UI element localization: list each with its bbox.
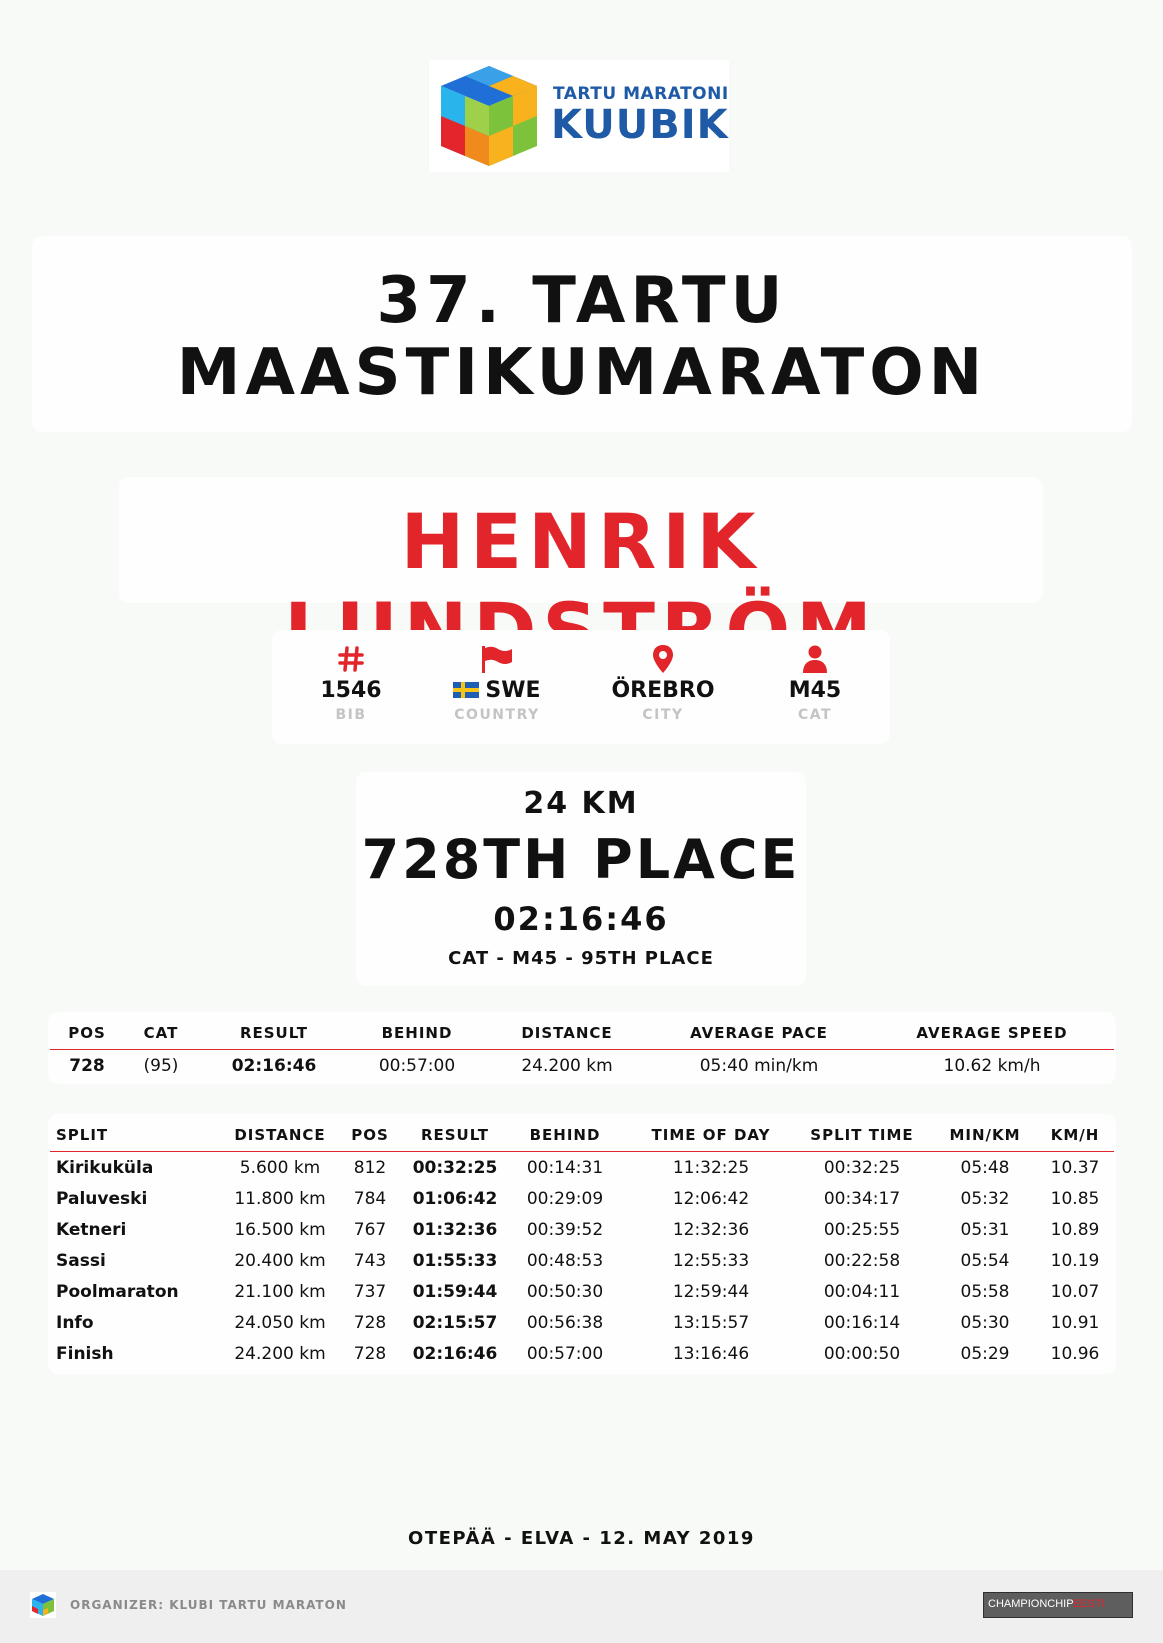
split-distance: 16.500 km <box>234 1220 326 1240</box>
split-distance: 21.100 km <box>234 1282 326 1302</box>
split-split-time: 00:32:25 <box>823 1158 901 1178</box>
event-location-date: OTEPÄÄ - ELVA - 12. MAY 2019 <box>408 1528 755 1549</box>
split-time-of-day: 12:55:33 <box>672 1251 750 1271</box>
splits-header-behind: BEHIND <box>529 1126 601 1144</box>
splits-table <box>48 1114 1116 1374</box>
category-label: CAT <box>797 707 833 723</box>
result-distance: 24 KM <box>523 786 639 821</box>
summary-header-distance: DISTANCE <box>521 1024 613 1042</box>
city-value: ÖREBRO <box>611 678 715 703</box>
country-label: COUNTRY <box>454 707 540 723</box>
result-place: 728TH PLACE <box>361 828 801 891</box>
summary-header-average-pace: AVERAGE PACE <box>690 1024 828 1042</box>
split-split-time: 00:22:58 <box>823 1251 901 1271</box>
splits-header-km-per-h: KM/H <box>1050 1126 1100 1144</box>
category-value: M45 <box>788 678 842 703</box>
event-logo <box>429 60 729 172</box>
country-value <box>432 678 562 703</box>
split-split-time: 00:04:11 <box>823 1282 901 1302</box>
splits-header-result: RESULT <box>420 1126 490 1144</box>
split-min-per-km: 05:32 <box>960 1189 1010 1209</box>
logo-text-line2: KUUBIK <box>551 102 729 148</box>
country-code: SWE <box>485 678 541 703</box>
event-title-card <box>32 236 1132 432</box>
split-min-per-km: 05:30 <box>960 1313 1010 1333</box>
city-info <box>598 644 728 723</box>
split-pos: 812 <box>353 1158 387 1178</box>
split-time-of-day: 13:15:57 <box>672 1313 750 1333</box>
footer-bar <box>0 1570 1163 1643</box>
country-info <box>432 644 562 723</box>
athlete-name-card <box>119 477 1043 603</box>
split-result: 01:59:44 <box>412 1282 498 1302</box>
split-name: Ketneri <box>56 1220 127 1240</box>
summary-average-pace: 05:40 min/km <box>699 1056 819 1076</box>
split-km-per-h: 10.91 <box>1050 1313 1100 1333</box>
summary-header-average-speed: AVERAGE SPEED <box>916 1024 1068 1042</box>
summary-header-pos: POS <box>68 1024 106 1042</box>
logo-text-line1: TARTU MARATONI <box>553 84 729 104</box>
split-distance: 20.400 km <box>234 1251 326 1271</box>
summary-distance: 24.200 km <box>521 1056 613 1076</box>
summary-divider <box>50 1049 1114 1050</box>
splits-header-split-time: SPLIT TIME <box>810 1126 914 1144</box>
splits-header-distance: DISTANCE <box>234 1126 326 1144</box>
athlete-name: HENRIK <box>400 497 762 586</box>
split-behind: 00:57:00 <box>526 1344 604 1364</box>
timing-partner-logo <box>983 1592 1133 1618</box>
flag-icon <box>432 644 562 674</box>
summary-behind: 00:57:00 <box>378 1056 456 1076</box>
city-label: CITY <box>642 707 684 723</box>
split-split-time: 00:16:14 <box>823 1313 901 1333</box>
summary-header-cat: CAT <box>143 1024 179 1042</box>
split-behind: 00:39:52 <box>526 1220 604 1240</box>
split-behind: 00:50:30 <box>526 1282 604 1302</box>
split-name: Sassi <box>56 1251 106 1271</box>
split-split-time: 00:00:50 <box>823 1344 901 1364</box>
split-time-of-day: 11:32:25 <box>672 1158 750 1178</box>
splits-header-min-per-km: MIN/KM <box>949 1126 1021 1144</box>
split-min-per-km: 05:48 <box>960 1158 1010 1178</box>
sweden-flag-icon <box>453 682 479 698</box>
organizer-text: ORGANIZER: KLUBI TARTU MARATON <box>70 1598 347 1612</box>
split-pos: 728 <box>353 1344 387 1364</box>
bib-info <box>286 644 416 723</box>
summary-cat: (95) <box>143 1056 179 1076</box>
split-result: 00:32:25 <box>412 1158 498 1178</box>
split-result: 01:32:36 <box>412 1220 498 1240</box>
hash-icon <box>286 644 416 674</box>
split-min-per-km: 05:54 <box>960 1251 1010 1271</box>
split-min-per-km: 05:29 <box>960 1344 1010 1364</box>
timing-logo-text: CHAMPIONCHIP <box>988 1598 1074 1610</box>
athlete-info-card <box>272 630 890 744</box>
summary-result: 02:16:46 <box>231 1056 317 1076</box>
split-split-time: 00:25:55 <box>823 1220 901 1240</box>
split-pos: 737 <box>353 1282 387 1302</box>
split-distance: 24.050 km <box>234 1313 326 1333</box>
summary-header-behind: BEHIND <box>381 1024 453 1042</box>
split-split-time: 00:34:17 <box>823 1189 901 1209</box>
split-km-per-h: 10.37 <box>1050 1158 1100 1178</box>
split-pos: 743 <box>353 1251 387 1271</box>
splits-header-pos: POS <box>351 1126 389 1144</box>
split-time-of-day: 12:59:44 <box>672 1282 750 1302</box>
split-behind: 00:48:53 <box>526 1251 604 1271</box>
split-behind: 00:29:09 <box>526 1189 604 1209</box>
cube-logo-icon <box>433 62 545 170</box>
summary-header-result: RESULT <box>239 1024 309 1042</box>
split-km-per-h: 10.96 <box>1050 1344 1100 1364</box>
split-behind: 00:14:31 <box>526 1158 604 1178</box>
person-icon <box>750 644 880 674</box>
event-title-line2: MAASTIKUMARATON <box>176 336 988 410</box>
split-name: Poolmaraton <box>56 1282 179 1302</box>
split-time-of-day: 13:16:46 <box>672 1344 750 1364</box>
category-info <box>750 644 880 723</box>
split-min-per-km: 05:58 <box>960 1282 1010 1302</box>
split-km-per-h: 10.19 <box>1050 1251 1100 1271</box>
split-km-per-h: 10.07 <box>1050 1282 1100 1302</box>
split-name: Paluveski <box>56 1189 148 1209</box>
summary-pos: 728 <box>69 1056 105 1076</box>
summary-average-speed: 10.62 km/h <box>943 1056 1041 1076</box>
split-distance: 11.800 km <box>234 1189 326 1209</box>
bib-value: 1546 <box>320 678 382 703</box>
split-name: Info <box>56 1313 94 1333</box>
split-name: Finish <box>56 1344 114 1364</box>
split-result: 02:16:46 <box>412 1344 498 1364</box>
split-result: 01:06:42 <box>412 1189 498 1209</box>
split-behind: 00:56:38 <box>526 1313 604 1333</box>
split-km-per-h: 10.89 <box>1050 1220 1100 1240</box>
split-time-of-day: 12:32:36 <box>672 1220 750 1240</box>
splits-header-name: SPLIT <box>56 1126 109 1144</box>
summary-table <box>48 1012 1116 1084</box>
split-time-of-day: 12:06:42 <box>672 1189 750 1209</box>
split-result: 02:15:57 <box>412 1313 498 1333</box>
bib-label: BIB <box>335 707 367 723</box>
result-time: 02:16:46 <box>493 900 669 938</box>
split-distance: 24.200 km <box>234 1344 326 1364</box>
splits-header-time-of-day: TIME OF DAY <box>651 1126 771 1144</box>
timing-logo-text-accent: EESTI <box>1073 1598 1105 1610</box>
mini-cube-logo-icon <box>30 1592 56 1618</box>
split-pos: 767 <box>353 1220 387 1240</box>
split-pos: 784 <box>353 1189 387 1209</box>
result-card <box>356 772 806 986</box>
result-category-place: CAT - M45 - 95TH PLACE <box>448 948 714 969</box>
split-result: 01:55:33 <box>412 1251 498 1271</box>
event-title-line1: 37. TARTU <box>376 264 788 338</box>
split-km-per-h: 10.85 <box>1050 1189 1100 1209</box>
location-pin-icon <box>598 644 728 674</box>
splits-divider <box>50 1151 1114 1152</box>
split-distance: 5.600 km <box>239 1158 321 1178</box>
split-pos: 728 <box>353 1313 387 1333</box>
split-min-per-km: 05:31 <box>960 1220 1010 1240</box>
split-name: Kirikuküla <box>56 1158 154 1178</box>
